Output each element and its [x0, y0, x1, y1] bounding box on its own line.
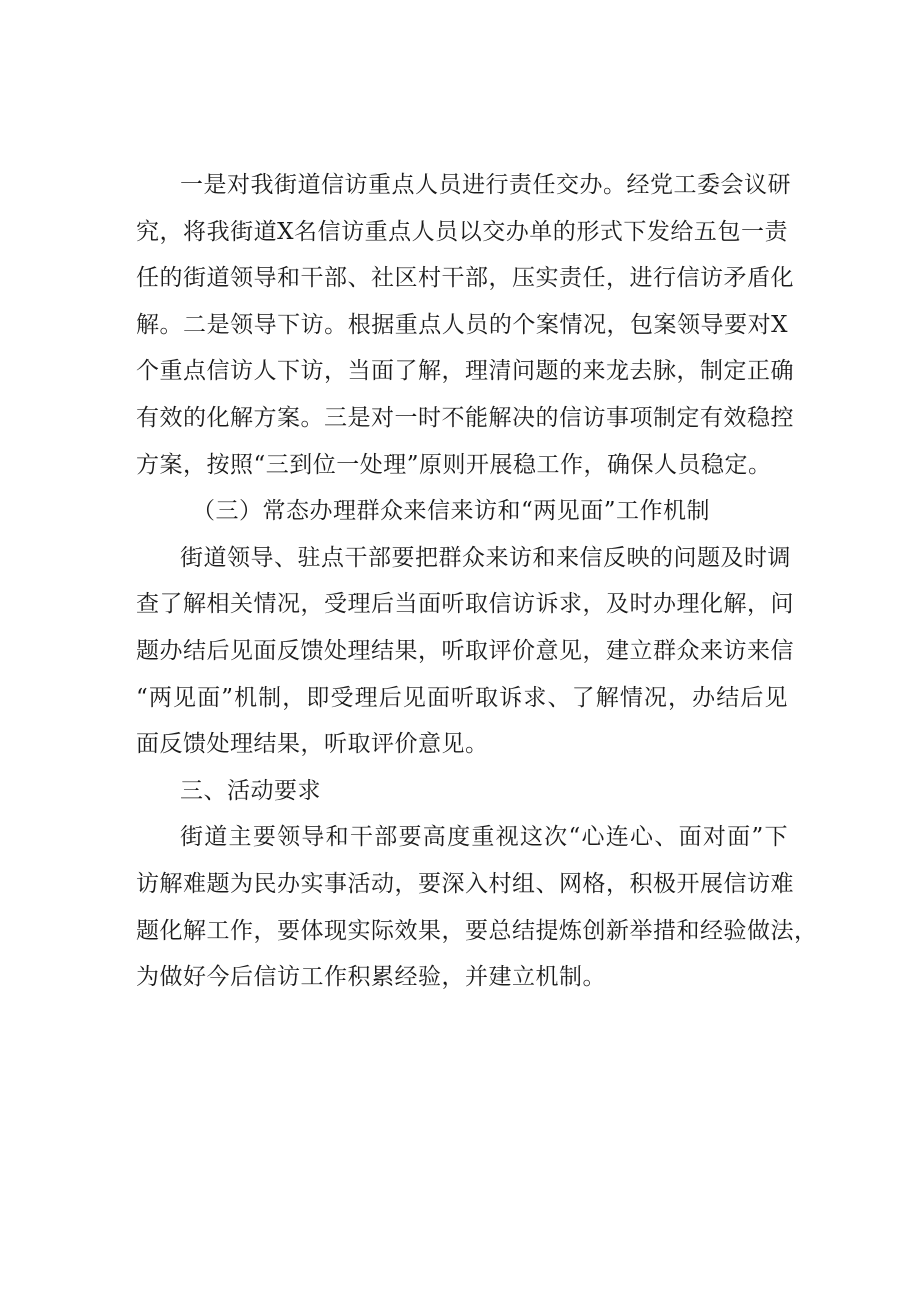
text-line: 题办结后见面反馈处理结果，听取评价意见，建立群众来访来信 — [136, 637, 794, 664]
text-line: “两见面”机制，即受理后见面听取诉求、了解情况，办结后见 — [136, 684, 788, 711]
text-line: 街道领导、驻点干部要把群众来访和来信反映的问题及时调 — [180, 544, 791, 571]
text-line: 有效的化解方案。三是对一时不能解决的信访事项制定有效稳控 — [136, 404, 794, 431]
text-line: 一是对我街道信访重点人员进行责任交办。经党工委会议研 — [180, 172, 791, 198]
text-line: 街道主要领导和干部要高度重视这次“心连心、面对面”下 — [180, 824, 788, 851]
paragraph-activity-requirements — [136, 814, 818, 1000]
text-line: 任的街道领导和干部、社区村干部，压实责任，进行信访矛盾化 — [136, 265, 794, 292]
text-line: 究，将我街道X名信访重点人员以交办单的形式下发给五包一责 — [136, 218, 788, 245]
text-line: 面反馈处理结果，听取评价意见。 — [136, 731, 489, 758]
heading-line: 三、活动要求 — [180, 777, 321, 804]
text-line: 访解难题为民办实事活动，要深入村组、网格，积极开展信访难 — [136, 870, 794, 897]
heading-line: （三）常态办理群众来信来访和“两见面”工作机制 — [192, 498, 711, 525]
text-line: 查了解相关情况，受理后当面听取信访诉求，及时办理化解，问 — [136, 591, 794, 618]
paragraph-two-meetings — [136, 535, 794, 768]
text-line: 题化解工作，要体现实际效果，要总结提炼创新举措和经验做法， — [136, 917, 818, 944]
section-heading-mechanism — [136, 488, 788, 535]
document-page — [136, 162, 818, 1001]
paragraph-responsibility — [136, 162, 794, 488]
section-heading-requirements — [136, 768, 788, 815]
text-line: 方案，按照“三到位一处理”原则开展稳工作，确保人员稳定。 — [136, 451, 772, 478]
text-line: 解。二是领导下访。根据重点人员的个案情况，包案领导要对X — [136, 311, 788, 338]
text-line: 为做好今后信访工作积累经验，并建立机制。 — [136, 964, 606, 991]
text-line: 个重点信访人下访，当面了解，理清问题的来龙去脉，制定正确 — [136, 358, 794, 385]
